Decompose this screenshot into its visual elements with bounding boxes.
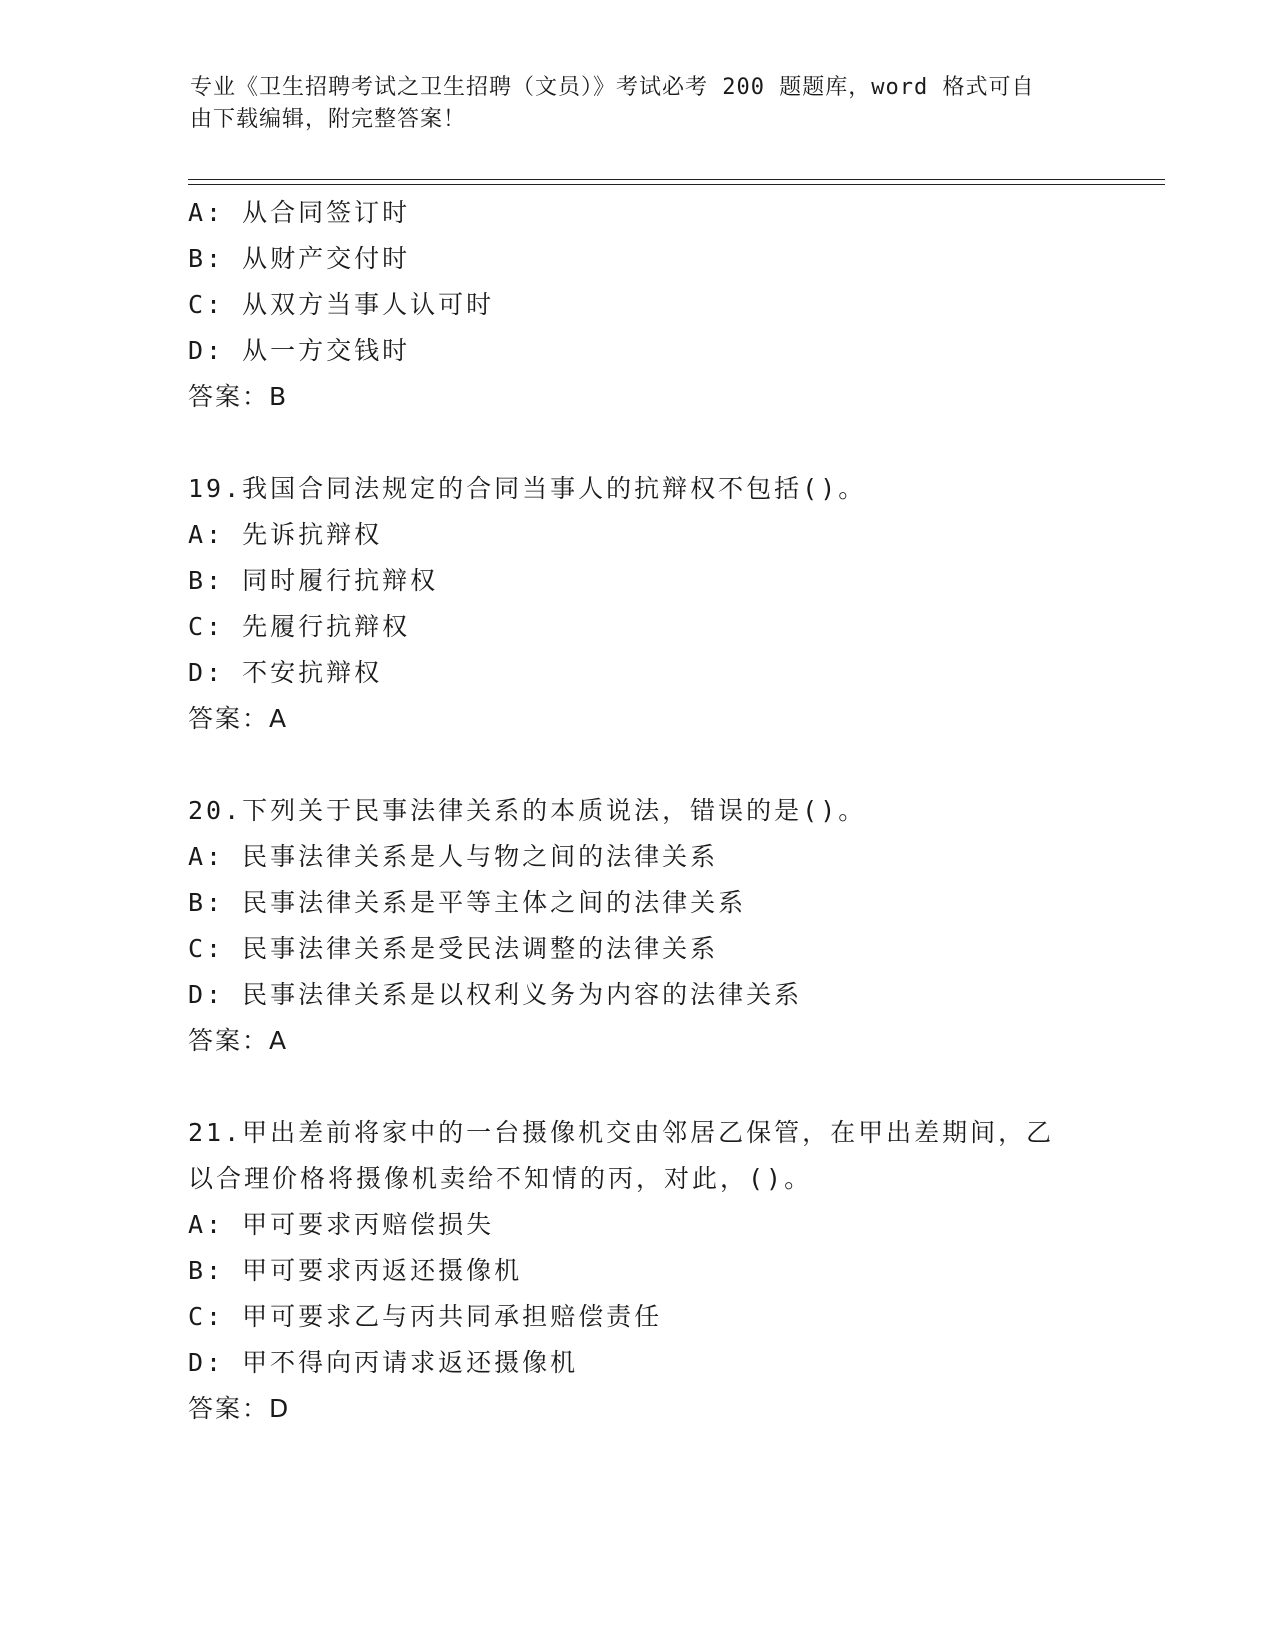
option-d: D: 甲不得向丙请求返还摄像机 — [188, 1348, 579, 1377]
question-21-block — [188, 1110, 1088, 1432]
question-stem-line-2: 以合理价格将摄像机卖给不知情的丙，对此，()。 — [188, 1164, 813, 1193]
header-rule-top — [188, 179, 1165, 180]
option-b: B: 从财产交付时 — [188, 244, 411, 273]
option-d: D: 从一方交钱时 — [188, 336, 411, 365]
option-d: D: 民事法律关系是以权利义务为内容的法律关系 — [188, 980, 803, 1009]
header-rule-bottom — [188, 184, 1165, 185]
spacer — [188, 742, 1088, 788]
header-line-2: 由下载编辑，附完整答案！ — [190, 107, 467, 132]
answer-line: 答案：A — [188, 704, 289, 733]
question-content — [188, 190, 1088, 1432]
option-a: A: 民事法律关系是人与物之间的法律关系 — [188, 842, 719, 871]
document-header — [190, 72, 1070, 136]
option-a: A: 先诉抗辩权 — [188, 520, 383, 549]
spacer — [188, 420, 1088, 466]
answer-line: 答案：D — [188, 1394, 291, 1423]
option-c: C: 从双方当事人认可时 — [188, 290, 495, 319]
option-a: A: 从合同签订时 — [188, 198, 411, 227]
option-b: B: 民事法律关系是平等主体之间的法律关系 — [188, 888, 747, 917]
question-stem: 20.下列关于民事法律关系的本质说法，错误的是()。 — [188, 796, 867, 825]
option-c: C: 甲可要求乙与丙共同承担赔偿责任 — [188, 1302, 663, 1331]
question-19-block — [188, 466, 1088, 742]
option-d: D: 不安抗辩权 — [188, 658, 383, 687]
header-line-1: 专业《卫生招聘考试之卫生招聘（文员）》考试必考 200 题题库，word 格式可自 — [190, 75, 1035, 100]
option-c: C: 先履行抗辩权 — [188, 612, 411, 641]
question-20-block — [188, 788, 1088, 1064]
answer-line: 答案：A — [188, 1026, 289, 1055]
question-18-block — [188, 190, 1088, 420]
question-stem-line-1: 21.甲出差前将家中的一台摄像机交由邻居乙保管，在甲出差期间，乙 — [188, 1118, 1055, 1147]
option-a: A: 甲可要求丙赔偿损失 — [188, 1210, 495, 1239]
spacer — [188, 1064, 1088, 1110]
answer-line: 答案：B — [188, 382, 289, 411]
option-b: B: 同时履行抗辩权 — [188, 566, 439, 595]
question-stem: 19.我国合同法规定的合同当事人的抗辩权不包括()。 — [188, 474, 867, 503]
option-c: C: 民事法律关系是受民法调整的法律关系 — [188, 934, 719, 963]
option-b: B: 甲可要求丙返还摄像机 — [188, 1256, 523, 1285]
